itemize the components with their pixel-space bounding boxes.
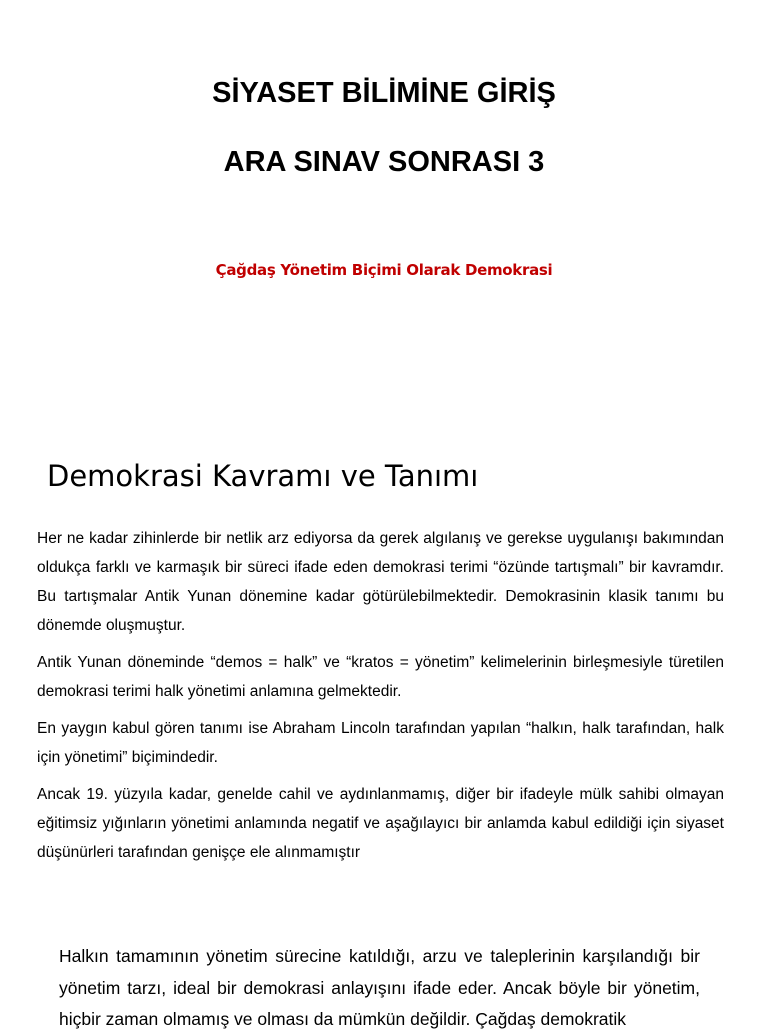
paragraph: Ancak 19. yüzyıla kadar, genelde cahil ve aydınlanmamış, diğer bir ifadeyle mülk sahibi olmayan eğitimsiz yığınların yönetimi anlamında negatif ve aşağılayıcı bir anlamda kabul edildiği için siyaset düşünürleri tarafından genişçe ele alınmamıştır xyxy=(37,786,724,861)
body-text xyxy=(37,524,724,875)
paragraph: Her ne kadar zihinlerde bir netlik arz ediyorsa da gerek algılanış ve gerekse uygulanışı bakımından oldukça farklı ve karmaşık bir süreci ifade eden demokrasi terimi “özünde tartışmalı” bir kavramdır. Bu tartışmalar Antik Yunan dönemine kadar götürülebilmektedir. Demokrasinin klasik tanımı bu dönemde oluşmuştur. xyxy=(37,530,724,634)
section-heading: Demokrasi Kavramı ve Tanımı xyxy=(47,459,479,493)
quote-paragraph: Halkın tamamının yönetim sürecine katıldığı, arzu ve taleplerinin karşılandığı bir yönetim tarzı, ideal bir demokrasi anlayışını ifade eder. Ancak böyle bir yönetim, hiçbir zaman olmamış ve olması da mümkün değildir. Çağdaş demokratik xyxy=(59,946,700,1029)
paragraph: Antik Yunan döneminde “demos = halk” ve “kratos = yönetim” kelimelerinin birleşmesiyle türetilen demokrasi terimi halk yönetimi anlamına gelmektedir. xyxy=(37,654,724,700)
topic-subtitle: Çağdaş Yönetim Biçimi Olarak Demokrasi xyxy=(215,261,553,279)
paragraph: En yaygın kabul gören tanımı ise Abraham Lincoln tarafından yapılan “halkın, halk tarafından, halk için yönetimi” biçimindedir. xyxy=(37,720,724,766)
document-title: SİYASET BİLİMİNE GİRİŞ xyxy=(212,77,556,109)
document-subtitle-line: ARA SINAV SONRASI 3 xyxy=(223,146,545,178)
